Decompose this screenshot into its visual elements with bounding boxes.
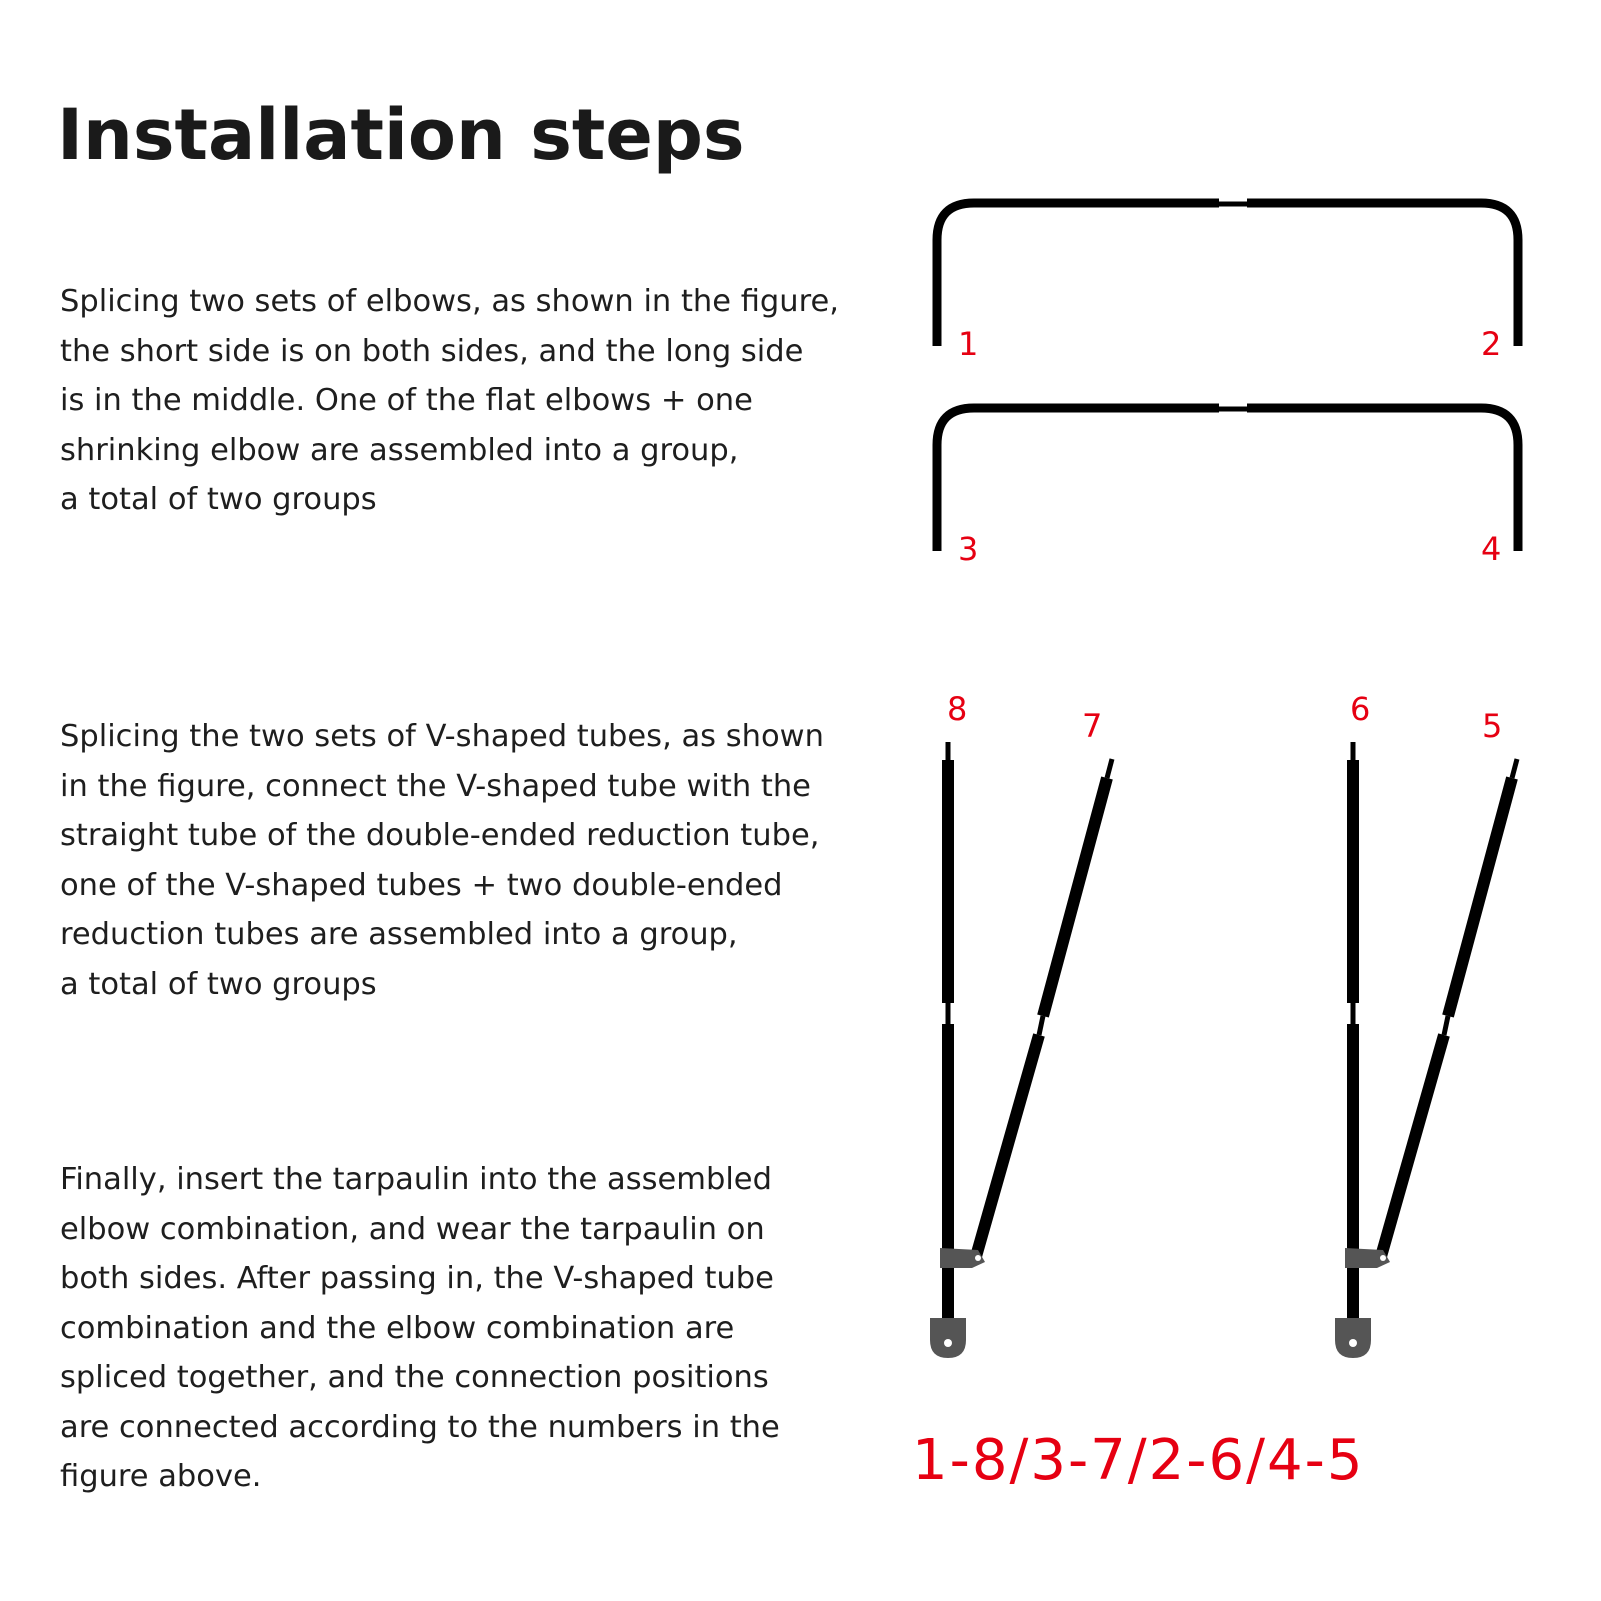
- v-tube-group-right: [1335, 742, 1517, 1358]
- hinge-pin: [975, 1255, 981, 1261]
- elbow-tube-right: [1247, 408, 1518, 551]
- label-7: 7: [1082, 707, 1103, 745]
- elbow-group-top: [937, 203, 1518, 346]
- page-title: Installation steps: [57, 94, 745, 176]
- elbow-tube-right: [1247, 203, 1518, 346]
- hinge-pin: [1380, 1255, 1386, 1261]
- text-line: spliced together, and the connection positions: [60, 1360, 769, 1395]
- elbow-group-bottom: [937, 408, 1518, 551]
- tube-joint: [1444, 1016, 1448, 1035]
- text-line: elbow combination, and wear the tarpaulin on: [60, 1211, 765, 1247]
- text-line: reduction tubes are assembled into a group,: [60, 917, 738, 952]
- text-line: one of the V-shaped tubes + two double-ended: [60, 867, 783, 903]
- label-2: 2: [1481, 325, 1502, 363]
- label-5: 5: [1482, 707, 1503, 745]
- text-line: a total of two groups: [60, 966, 377, 1002]
- foot-hole: [944, 1339, 952, 1347]
- label-4: 4: [1481, 530, 1502, 568]
- foot-plate: [930, 1318, 966, 1358]
- label-8: 8: [947, 690, 968, 728]
- reduction-tube-upper: [1043, 778, 1107, 1016]
- label-3: 3: [958, 530, 979, 568]
- text-line: straight tube of the double-ended reduction tube,: [60, 818, 820, 853]
- text-line: figure above.: [60, 1459, 262, 1494]
- text-line: Splicing the two sets of V-shaped tubes, as shown: [60, 719, 824, 754]
- text-line: both sides. After passing in, the V-shaped tube: [60, 1261, 774, 1296]
- v-tube-group-left: [930, 742, 1112, 1358]
- connection-sequence: 1-8/3-7/2-6/4-5: [912, 1428, 1365, 1493]
- text-line: a total of two groups: [60, 482, 377, 517]
- text-line: is in the middle. One of the flat elbows + one: [60, 383, 753, 418]
- text-line: Finally, insert the tarpaulin into the assembled: [60, 1162, 772, 1197]
- label-1: 1: [958, 325, 979, 363]
- elbow-tube-left: [937, 408, 1219, 551]
- v-tube-diagonal: [1380, 1035, 1444, 1260]
- tube-joint: [1039, 1016, 1043, 1035]
- text-line: the short side is on both sides, and the long side: [60, 333, 804, 369]
- text-line: combination and the elbow combination are: [60, 1310, 735, 1346]
- tube-tip: [1512, 759, 1517, 778]
- foot-hole: [1349, 1339, 1357, 1347]
- v-tube-diagonal: [975, 1035, 1039, 1260]
- text-line: are connected according to the numbers in the: [60, 1409, 780, 1445]
- text-line: shrinking elbow are assembled into a group,: [60, 432, 739, 468]
- text-line: in the figure, connect the V-shaped tube with the: [60, 768, 811, 804]
- label-6: 6: [1350, 690, 1371, 728]
- elbow-tube-left: [937, 203, 1219, 346]
- foot-plate: [1335, 1318, 1371, 1358]
- tube-tip: [1107, 759, 1112, 778]
- text-line: Splicing two sets of elbows, as shown in the figure,: [60, 284, 839, 319]
- reduction-tube-upper: [1448, 778, 1512, 1016]
